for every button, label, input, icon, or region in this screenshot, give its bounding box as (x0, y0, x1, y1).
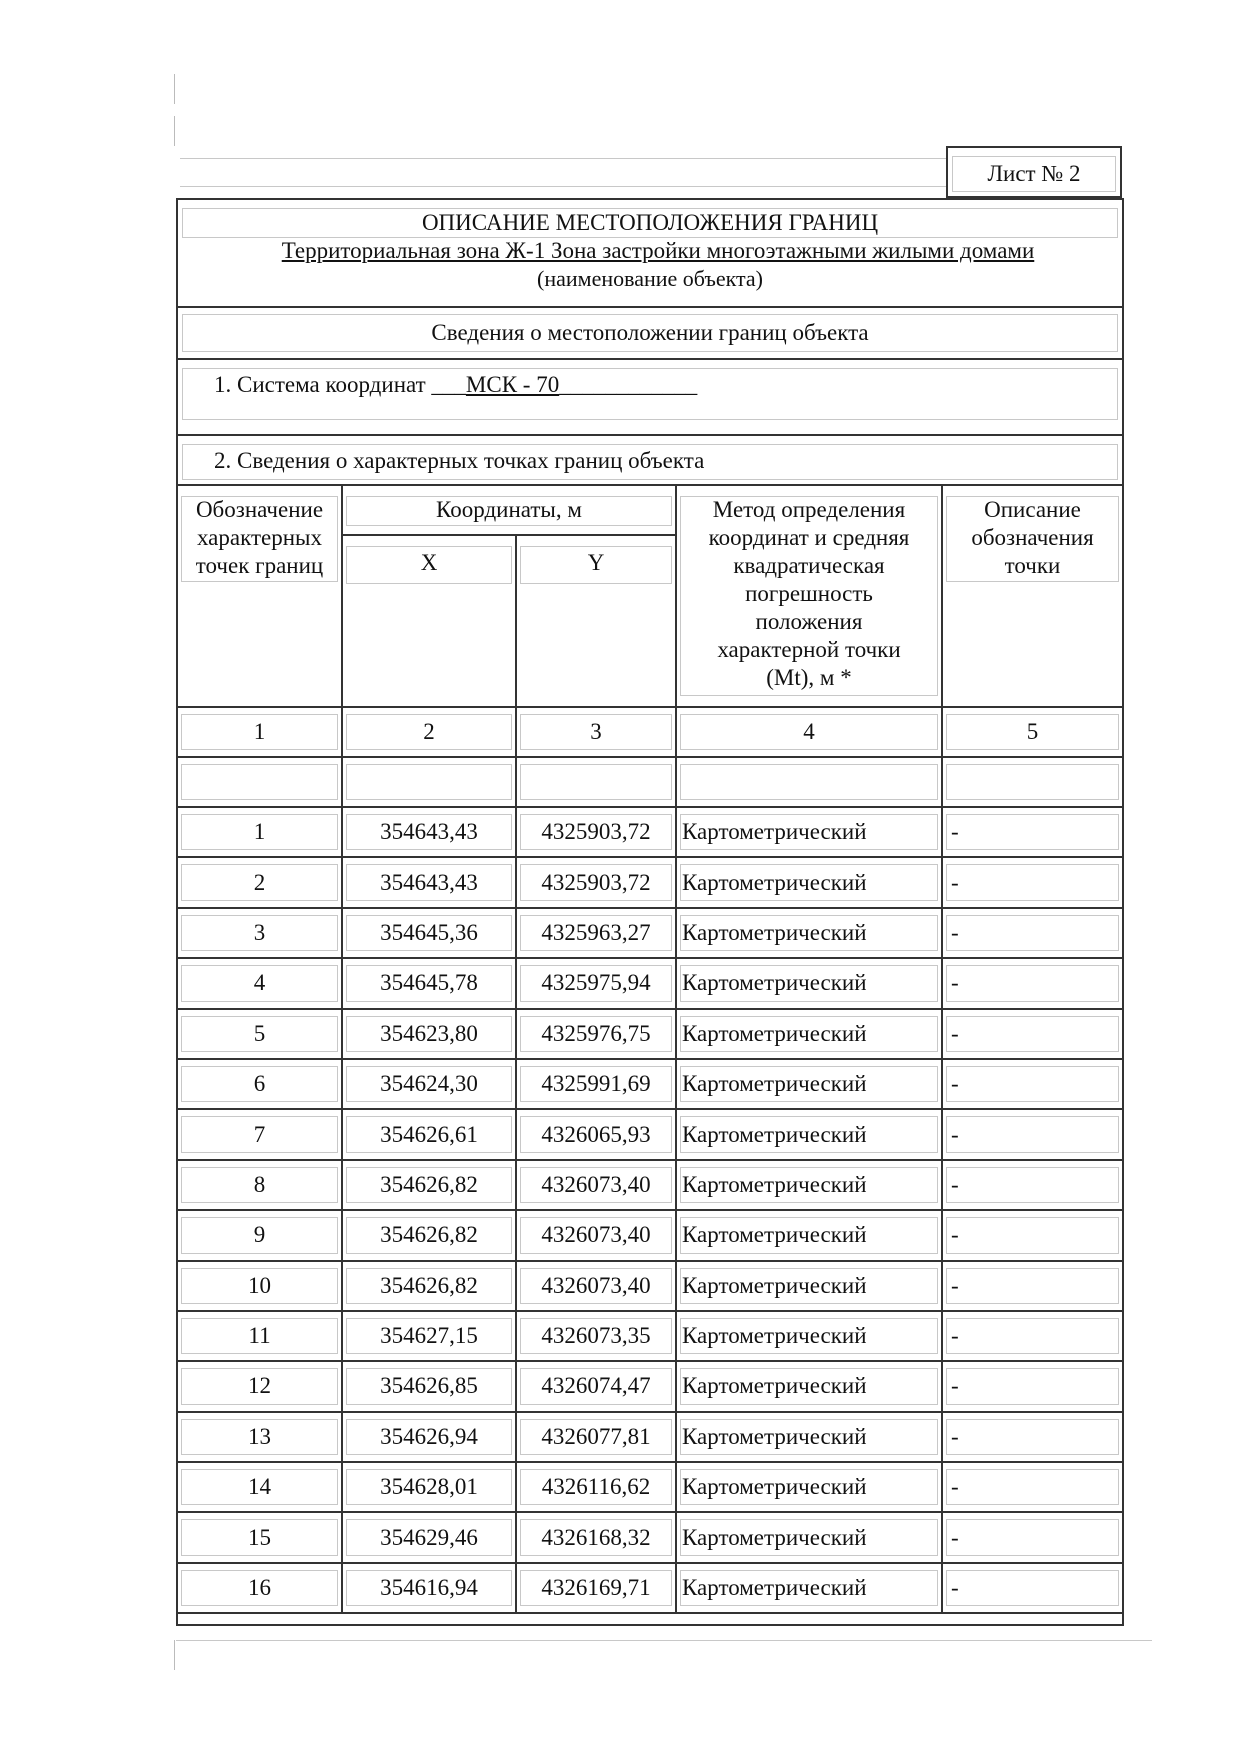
x-cell (342, 807, 516, 857)
point-number-cell (178, 1311, 342, 1361)
description-text: - (951, 919, 959, 945)
y-cell (516, 1563, 676, 1613)
y-coordinate: 4326073,40 (541, 1171, 651, 1197)
point-number-cell (178, 1412, 342, 1462)
description-text: - (951, 1373, 959, 1399)
point-number: 16 (248, 1575, 271, 1601)
x-cell (342, 857, 516, 907)
y-coordinate: 4325903,72 (541, 869, 651, 895)
y-coordinate: 4325976,75 (541, 1020, 651, 1046)
method-cell (676, 1059, 942, 1109)
point-number: 11 (248, 1323, 271, 1349)
header-coordinates (342, 485, 676, 535)
description-text: - (951, 1524, 959, 1550)
y-coordinate: 4326116,62 (541, 1474, 651, 1500)
method-cell (676, 857, 942, 907)
table-row (178, 1009, 1122, 1059)
table-row (178, 1462, 1122, 1512)
column-number-text: 1 (253, 719, 266, 744)
header-y (516, 535, 676, 707)
sheet-number-label: Лист № 2 (952, 156, 1116, 192)
x-cell (342, 1462, 516, 1512)
x-coordinate: 354626,82 (380, 1272, 478, 1298)
description-cell (942, 857, 1122, 907)
table-row (178, 857, 1122, 907)
top-rule-2 (180, 186, 946, 187)
title-block (178, 200, 1122, 308)
column-number-text: 3 (590, 719, 602, 744)
table-row (178, 1361, 1122, 1411)
data-rows (178, 807, 1122, 1613)
point-number-cell (178, 1059, 342, 1109)
header-line: Описание (984, 497, 1081, 522)
y-cell (516, 1059, 676, 1109)
description-cell (942, 1311, 1122, 1361)
method-cell (676, 1311, 942, 1361)
method-text: Картометрический (682, 1071, 867, 1097)
method-text: Картометрический (682, 1423, 867, 1449)
coord-system-suffix: ____________ (559, 372, 698, 397)
point-number: 8 (253, 1171, 266, 1197)
y-coordinate: 4326074,47 (541, 1373, 651, 1399)
method-cell (676, 1009, 942, 1059)
column-number (342, 707, 516, 757)
point-number-cell (178, 807, 342, 857)
point-number: 14 (248, 1474, 271, 1500)
empty-cell (676, 757, 942, 807)
y-cell (516, 1009, 676, 1059)
method-cell (676, 1412, 942, 1462)
table-row (178, 1563, 1122, 1613)
x-coordinate: 354628,01 (380, 1474, 478, 1500)
point-number: 1 (253, 819, 266, 845)
point-number-cell (178, 958, 342, 1008)
description-cell (942, 1361, 1122, 1411)
empty-cell (942, 757, 1122, 807)
empty-cell (516, 757, 676, 807)
point-number-cell (178, 1563, 342, 1613)
point-number: 4 (253, 970, 266, 996)
y-cell (516, 1361, 676, 1411)
point-number: 9 (253, 1222, 266, 1248)
cell-inner (181, 764, 338, 800)
x-coordinate: 354623,80 (380, 1020, 478, 1046)
header-x (342, 535, 516, 707)
y-cell (516, 908, 676, 958)
y-cell (516, 1311, 676, 1361)
y-cell (516, 1261, 676, 1311)
header-line: характерных (196, 525, 322, 550)
header-line: погрешность (745, 581, 873, 606)
method-cell (676, 1261, 942, 1311)
method-cell (676, 1210, 942, 1260)
point-number: 13 (248, 1423, 271, 1449)
column-number-text: 4 (803, 719, 815, 744)
x-coordinate: 354627,15 (380, 1323, 478, 1349)
x-coordinate: 354626,82 (380, 1171, 478, 1197)
point-number-cell (178, 1109, 342, 1159)
header-coordinates-text: Координаты, м (436, 497, 582, 522)
x-coordinate: 354643,43 (380, 869, 478, 895)
points-section-block (178, 436, 1122, 484)
point-number: 5 (253, 1020, 266, 1046)
description-text: - (951, 1222, 959, 1248)
cell-inner (946, 764, 1119, 800)
header-line: (Mt), м * (766, 665, 852, 690)
cell-inner (680, 764, 938, 800)
method-cell (676, 1462, 942, 1512)
object-name: Территориальная зона Ж-1 Зона застройки многоэтажными жилыми домами (281, 238, 1035, 263)
method-text: Картометрический (682, 1121, 867, 1147)
x-coordinate: 354616,94 (380, 1575, 478, 1601)
coord-system-block (178, 360, 1122, 436)
method-cell (676, 1160, 942, 1210)
header-line: Обозначение (195, 497, 324, 522)
y-coordinate: 4326168,32 (541, 1524, 651, 1550)
x-cell (342, 1210, 516, 1260)
x-cell (342, 1109, 516, 1159)
header-line: точек границ (195, 553, 324, 578)
x-coordinate: 354643,43 (380, 819, 478, 845)
header-method (676, 485, 942, 707)
boundary-description-form (176, 198, 1124, 1626)
table-row (178, 1160, 1122, 1210)
point-number: 7 (253, 1121, 266, 1147)
description-text: - (951, 1474, 959, 1500)
description-cell (942, 1160, 1122, 1210)
header-description (942, 485, 1122, 707)
y-coordinate: 4326073,40 (541, 1222, 651, 1248)
header-line: квадратическая (733, 553, 885, 578)
point-number-cell (178, 1512, 342, 1562)
x-cell (342, 958, 516, 1008)
section-block (178, 308, 1122, 360)
cell-inner (520, 764, 672, 800)
y-cell (516, 1160, 676, 1210)
coordinates-table (178, 484, 1122, 1614)
table-row (178, 1109, 1122, 1159)
method-text: Картометрический (682, 970, 867, 996)
x-coordinate: 354645,36 (380, 919, 478, 945)
x-coordinate: 354624,30 (380, 1071, 478, 1097)
point-number-cell (178, 1160, 342, 1210)
x-cell (342, 1059, 516, 1109)
description-cell (942, 807, 1122, 857)
column-numbers-row (178, 707, 1122, 757)
x-coordinate: 354626,94 (380, 1423, 478, 1449)
y-coordinate: 4326169,71 (541, 1575, 651, 1601)
point-number-cell (178, 1361, 342, 1411)
point-number: 2 (253, 869, 266, 895)
top-rule-1 (180, 158, 946, 159)
header-line: характерной точки (717, 637, 901, 662)
table-row (178, 1412, 1122, 1462)
header-line: координат и средняя (708, 525, 910, 550)
table-row (178, 1210, 1122, 1260)
x-cell (342, 1160, 516, 1210)
y-coordinate: 4326077,81 (541, 1423, 651, 1449)
y-coordinate: 4325975,94 (541, 970, 651, 996)
method-cell (676, 1109, 942, 1159)
method-text: Картометрический (682, 1171, 867, 1197)
method-cell (676, 1512, 942, 1562)
x-cell (342, 908, 516, 958)
y-cell (516, 1462, 676, 1512)
table-row (178, 958, 1122, 1008)
y-coordinate: 4325991,69 (541, 1071, 651, 1097)
method-text: Картометрический (682, 869, 867, 895)
x-cell (342, 1009, 516, 1059)
point-number-cell (178, 1261, 342, 1311)
point-number-cell (178, 857, 342, 907)
header-point-designation (178, 485, 342, 707)
table-row (178, 1512, 1122, 1562)
object-caption: (наименование объекта) (537, 266, 763, 291)
header-y-text: Y (587, 550, 605, 575)
bottom-rule (176, 1640, 1152, 1641)
description-cell (942, 1512, 1122, 1562)
description-text: - (951, 869, 959, 895)
column-number (516, 707, 676, 757)
method-text: Картометрический (682, 1020, 867, 1046)
method-cell (676, 958, 942, 1008)
cell-inner (346, 764, 512, 800)
description-text: - (951, 1121, 959, 1147)
x-coordinate: 354626,82 (380, 1222, 478, 1248)
column-number (178, 707, 342, 757)
x-cell (342, 1412, 516, 1462)
sheet-number-box (946, 146, 1122, 198)
y-cell (516, 857, 676, 907)
description-cell (942, 1563, 1122, 1613)
table-row (178, 807, 1122, 857)
header-line: обозначения (971, 525, 1094, 550)
x-cell (342, 1311, 516, 1361)
description-text: - (951, 819, 959, 845)
y-cell (516, 1412, 676, 1462)
x-coordinate: 354629,46 (380, 1524, 478, 1550)
table-row (178, 1311, 1122, 1361)
method-text: Картометрический (682, 919, 867, 945)
point-number: 10 (248, 1272, 271, 1298)
description-cell (942, 1059, 1122, 1109)
column-number (676, 707, 942, 757)
x-coordinate: 354645,78 (380, 970, 478, 996)
table-row (178, 908, 1122, 958)
point-number: 6 (253, 1071, 266, 1097)
header-inner (181, 496, 338, 582)
coord-system-line (214, 372, 697, 398)
empty-row (178, 757, 1122, 807)
point-number-cell (178, 908, 342, 958)
description-text: - (951, 1323, 959, 1349)
header-line: точки (1004, 553, 1061, 578)
y-coordinate: 4325903,72 (541, 819, 651, 845)
description-cell (942, 1261, 1122, 1311)
description-cell (942, 1009, 1122, 1059)
method-cell (676, 1563, 942, 1613)
y-cell (516, 807, 676, 857)
point-number: 12 (248, 1373, 271, 1399)
header-line: положения (755, 609, 863, 634)
x-coordinate: 354626,61 (380, 1121, 478, 1147)
y-coordinate: 4326073,40 (541, 1272, 651, 1298)
y-coordinate: 4325963,27 (541, 919, 651, 945)
x-cell (342, 1261, 516, 1311)
x-coordinate: 354626,85 (380, 1373, 478, 1399)
points-section-title: 2. Сведения о характерных точках границ объекта (214, 448, 705, 473)
method-text: Картометрический (682, 1474, 867, 1500)
point-number: 3 (253, 919, 266, 945)
description-text: - (951, 1020, 959, 1046)
x-cell (342, 1563, 516, 1613)
coord-system-value: МСК - 70 (465, 372, 560, 397)
y-cell (516, 1109, 676, 1159)
column-number-text: 5 (1026, 719, 1039, 744)
y-coordinate: 4326065,93 (541, 1121, 651, 1147)
point-number-cell (178, 1462, 342, 1512)
description-text: - (951, 1575, 959, 1601)
coord-system-prefix: ___ (431, 372, 466, 397)
empty-cell (178, 757, 342, 807)
coord-system-label: 1. Система координат (214, 372, 426, 397)
method-cell (676, 1361, 942, 1411)
column-number (942, 707, 1122, 757)
method-text: Картометрический (682, 1272, 867, 1298)
method-text: Картометрический (682, 1373, 867, 1399)
method-text: Картометрический (682, 1575, 867, 1601)
x-cell (342, 1361, 516, 1411)
method-text: Картометрический (682, 1524, 867, 1550)
method-text: Картометрический (682, 1222, 867, 1248)
point-number: 15 (248, 1524, 271, 1550)
description-cell (942, 908, 1122, 958)
margin-mark-bottom (174, 1640, 175, 1670)
table-row (178, 1059, 1122, 1109)
y-cell (516, 1512, 676, 1562)
description-cell (942, 1462, 1122, 1512)
method-cell (676, 807, 942, 857)
y-coordinate: 4326073,35 (541, 1323, 651, 1349)
description-cell (942, 1210, 1122, 1260)
description-cell (942, 958, 1122, 1008)
section-title: Сведения о местоположении границ объекта (431, 320, 869, 345)
method-cell (676, 908, 942, 958)
description-text: - (951, 1423, 959, 1449)
table-row (178, 1261, 1122, 1311)
x-cell (342, 1512, 516, 1562)
point-number-cell (178, 1009, 342, 1059)
header-inner (680, 496, 938, 696)
empty-cell (342, 757, 516, 807)
method-text: Картометрический (682, 819, 867, 845)
point-number-cell (178, 1210, 342, 1260)
column-number-text: 2 (423, 719, 435, 744)
header-inner (946, 496, 1119, 582)
table-header-row-1 (178, 485, 1122, 535)
margin-mark-top-2 (174, 116, 175, 146)
description-text: - (951, 1272, 959, 1298)
description-text: - (951, 1071, 959, 1097)
description-text: - (951, 970, 959, 996)
margin-mark-top-1 (174, 74, 175, 104)
header-x-text: X (420, 550, 438, 575)
description-cell (942, 1109, 1122, 1159)
y-cell (516, 1210, 676, 1260)
method-text: Картометрический (682, 1323, 867, 1349)
document-title: ОПИСАНИЕ МЕСТОПОЛОЖЕНИЯ ГРАНИЦ (421, 210, 879, 235)
description-text: - (951, 1171, 959, 1197)
header-line: Метод определения (712, 497, 906, 522)
description-cell (942, 1412, 1122, 1462)
y-cell (516, 958, 676, 1008)
